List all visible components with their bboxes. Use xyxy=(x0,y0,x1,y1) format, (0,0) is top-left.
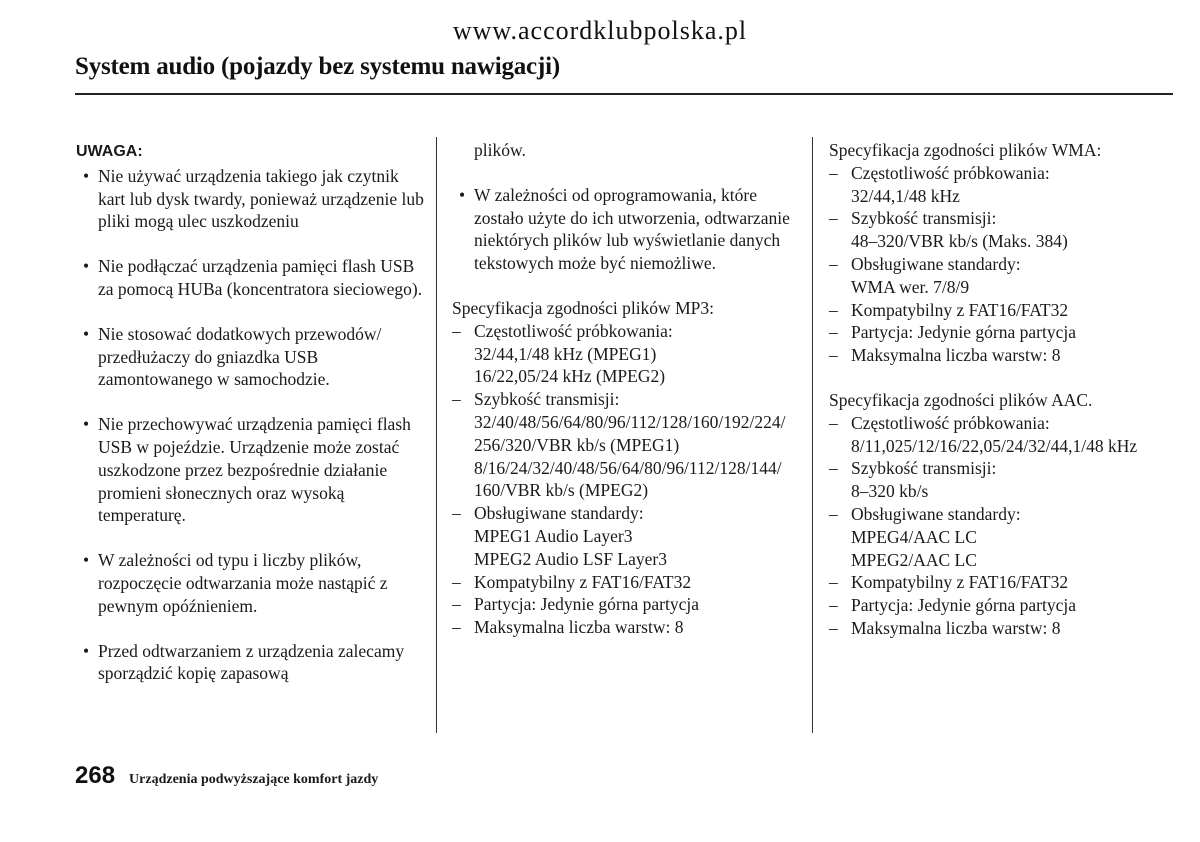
spec-value: MPEG1 Audio Layer3 xyxy=(474,525,633,546)
dash-icon: – xyxy=(452,389,461,410)
dash-icon: – xyxy=(829,572,838,593)
column-2 xyxy=(452,139,802,661)
spec-item xyxy=(829,503,1179,571)
wma-spec-list xyxy=(829,162,1179,367)
spec-value: 8/16/24/32/40/48/56/64/80/96/112/128/144/ xyxy=(474,457,782,478)
spec-label: Partycja: Jedynie górna partycja xyxy=(474,594,699,615)
spec-item xyxy=(829,321,1179,344)
spec-value: MPEG2/AAC LC xyxy=(851,549,977,570)
page-title: System audio (pojazdy bez systemu nawigacji) xyxy=(75,53,560,80)
spec-item xyxy=(829,344,1179,367)
continuation-text: plików. xyxy=(474,140,526,160)
warning-text: Nie używać urządzenia takiego jak czytnik kart lub dysk twardy, ponieważ urządzenie lub pliki mogą ulec uszkodzeniu xyxy=(98,165,424,232)
column-divider xyxy=(436,137,437,733)
warning-list xyxy=(76,165,426,685)
spec-item xyxy=(829,571,1179,594)
warning-item xyxy=(76,323,426,391)
spec-value: 32/40/48/56/64/80/96/112/128/160/192/224/ xyxy=(474,411,786,432)
mp3-spec-list xyxy=(452,320,802,639)
spec-item xyxy=(452,388,802,502)
dash-icon: – xyxy=(829,162,838,183)
spec-value: 32/44,1/48 kHz xyxy=(851,185,960,206)
spec-label: Częstotliwość próbkowania: xyxy=(474,320,673,341)
spec-value: 8–320 kb/s xyxy=(851,481,929,502)
bullet-icon: • xyxy=(83,414,90,435)
dash-icon: – xyxy=(829,345,838,366)
spec-item xyxy=(452,320,802,388)
warning-text: Przed odtwarzaniem z urządzenia zalecamy sporządzić kopię zapasową xyxy=(98,640,405,684)
page-footer xyxy=(75,762,378,790)
spec-label: Maksymalna liczba warstw: 8 xyxy=(474,617,684,638)
dash-icon: – xyxy=(829,412,838,433)
bullet-icon: • xyxy=(83,323,90,344)
dash-icon: – xyxy=(829,299,838,320)
spec-item xyxy=(829,207,1179,253)
spec-item xyxy=(829,412,1179,458)
warning-text: W zależności od typu i liczby plików, rozpoczęcie odtwarzania może nastąpić z pewnym opóźnieniem. xyxy=(98,550,388,616)
spec-label: Maksymalna liczba warstw: 8 xyxy=(851,345,1061,366)
dash-icon: – xyxy=(452,571,461,592)
warning-text: Nie podłączać urządzenia pamięci flash USB za pomocą HUBa (koncentratora sieciowego). xyxy=(98,256,423,299)
note-text: W zależności od oprogramowania, które zostało użyte do ich utworzenia, odtwarzanie niektórych plików lub wyświetlanie danych tekstowych może być niemożliwe. xyxy=(474,184,790,274)
spec-item xyxy=(452,571,802,594)
spec-item xyxy=(829,253,1179,299)
spec-value: MPEG4/AAC LC xyxy=(851,526,977,547)
dash-icon: – xyxy=(452,503,461,524)
spec-label: Szybkość transmisji: xyxy=(474,389,620,410)
dash-icon: – xyxy=(829,617,838,638)
spec-value: 8/11,025/12/16/22,05/24/32/44,1/48 kHz xyxy=(851,435,1138,456)
dash-icon: – xyxy=(452,320,461,341)
spec-item xyxy=(829,594,1179,617)
note-item xyxy=(452,184,802,275)
section-name: Urządzenia podwyższające komfort jazdy xyxy=(129,772,379,787)
site-url: www.accordklubpolska.pl xyxy=(452,16,748,45)
warning-text: Nie stosować dodatkowych przewodów/ przedłużaczy do gniazdka USB zamontowanego w samochodzie. xyxy=(98,323,382,390)
spec-item xyxy=(452,616,802,639)
spec-value: 256/320/VBR kb/s (MPEG1) xyxy=(474,434,680,455)
warning-item xyxy=(76,549,426,617)
page-number: 268 xyxy=(75,762,116,789)
dash-icon: – xyxy=(829,503,838,524)
spec-label: Kompatybilny z FAT16/FAT32 xyxy=(851,572,1069,593)
dash-icon: – xyxy=(829,322,838,343)
spec-label: Szybkość transmisji: xyxy=(851,458,997,479)
spec-label: Maksymalna liczba warstw: 8 xyxy=(851,617,1061,638)
spec-label: Kompatybilny z FAT16/FAT32 xyxy=(851,299,1069,320)
bullet-icon: • xyxy=(83,256,90,277)
spec-value: 160/VBR kb/s (MPEG2) xyxy=(474,480,649,501)
spec-value: 32/44,1/48 kHz (MPEG1) xyxy=(474,343,657,364)
bullet-icon: • xyxy=(83,165,90,186)
bullet-icon: • xyxy=(83,550,90,571)
mp3-spec xyxy=(452,297,802,639)
spec-label: Partycja: Jedynie górna partycja xyxy=(851,322,1076,343)
spec-label: Obsługiwane standardy: xyxy=(851,253,1021,274)
column-divider xyxy=(812,137,813,733)
bullet-icon: • xyxy=(459,184,466,205)
spec-label: Partycja: Jedynie górna partycja xyxy=(851,595,1076,616)
spec-value: WMA wer. 7/8/9 xyxy=(851,276,970,297)
spec-value: MPEG2 Audio LSF Layer3 xyxy=(474,548,667,569)
column-3 xyxy=(829,139,1179,662)
spec-label: Obsługiwane standardy: xyxy=(474,503,644,524)
dash-icon: – xyxy=(829,458,838,479)
warning-item xyxy=(76,255,426,301)
spec-item xyxy=(829,162,1179,208)
header-rule xyxy=(75,93,1173,95)
dash-icon: – xyxy=(829,595,838,616)
aac-spec-list xyxy=(829,412,1179,640)
warning-item xyxy=(76,165,426,233)
spec-item xyxy=(452,502,802,570)
spec-value: 16/22,05/24 kHz (MPEG2) xyxy=(474,366,666,387)
note-list xyxy=(452,184,802,275)
wma-spec xyxy=(829,139,1179,367)
spec-label: Szybkość transmisji: xyxy=(851,208,997,229)
dash-icon: – xyxy=(829,253,838,274)
warning-item xyxy=(76,413,426,527)
dash-icon: – xyxy=(829,208,838,229)
wma-heading: Specyfikacja zgodności plików WMA: xyxy=(829,140,1102,160)
spec-item xyxy=(829,299,1179,322)
spec-item xyxy=(829,457,1179,503)
bullet-icon: • xyxy=(83,640,90,661)
spec-label: Kompatybilny z FAT16/FAT32 xyxy=(474,571,692,592)
warning-text: Nie przechowywać urządzenia pamięci flash USB w pojeździe. Urządzenie może zostać uszkodzone przez bezpośrednie działanie promieni słonecznych oraz wysoką temperaturę. xyxy=(98,414,411,526)
warning-item xyxy=(76,640,426,686)
spec-label: Częstotliwość próbkowania: xyxy=(851,412,1050,433)
spec-item xyxy=(829,617,1179,640)
spec-item xyxy=(452,593,802,616)
aac-heading: Specyfikacja zgodności plików AAC. xyxy=(829,389,1093,410)
spec-value: 48–320/VBR kb/s (Maks. 384) xyxy=(851,231,1068,252)
aac-spec xyxy=(829,389,1179,640)
column-1 xyxy=(76,139,426,707)
spec-label: Częstotliwość próbkowania: xyxy=(851,162,1050,183)
spec-label: Obsługiwane standardy: xyxy=(851,503,1021,524)
mp3-heading: Specyfikacja zgodności plików MP3: xyxy=(452,297,714,318)
warning-label: UWAGA: xyxy=(76,143,143,160)
dash-icon: – xyxy=(452,594,461,615)
dash-icon: – xyxy=(452,617,461,638)
